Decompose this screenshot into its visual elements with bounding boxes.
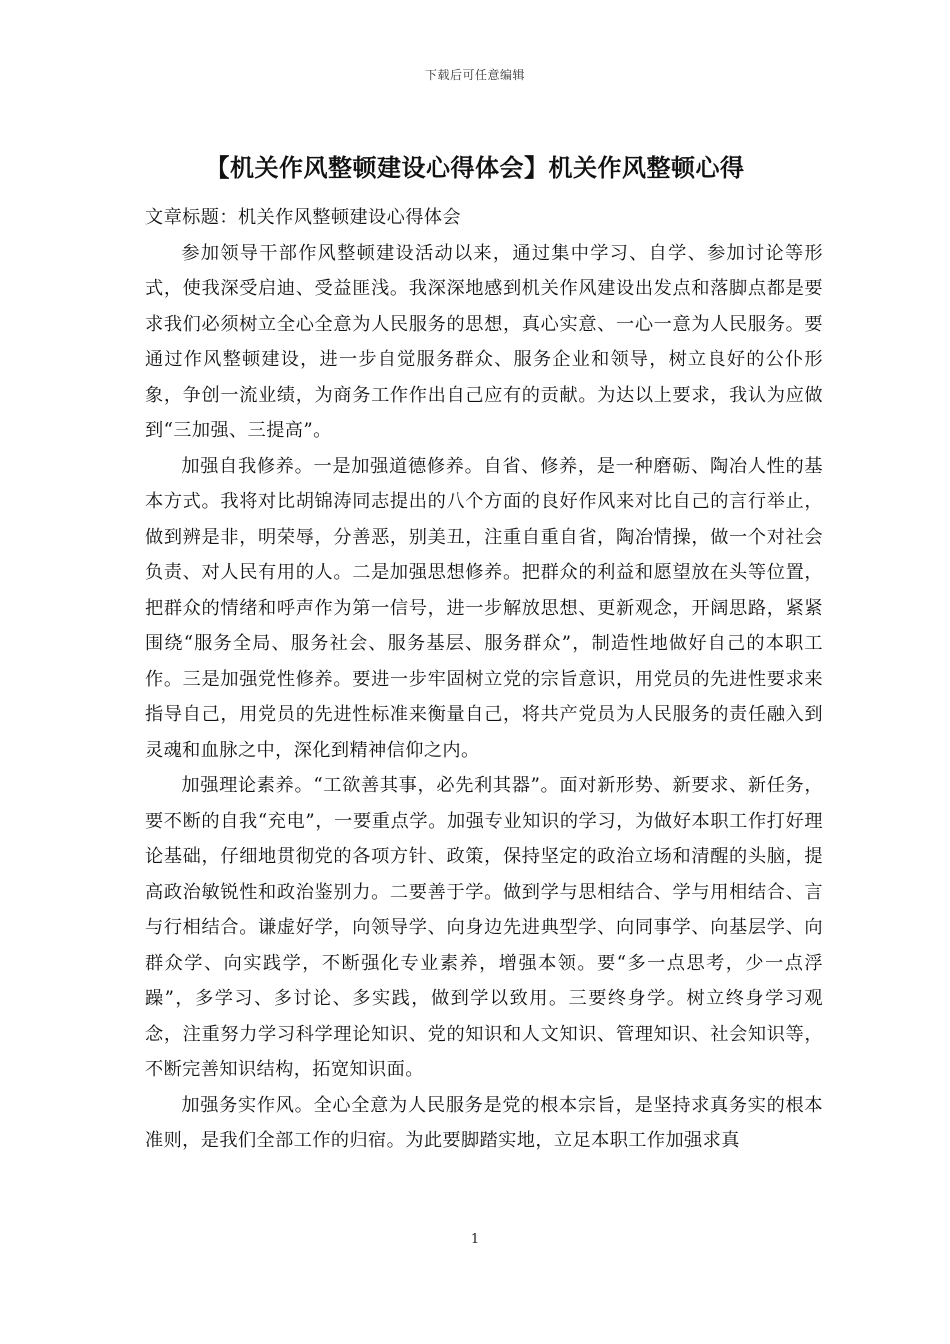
article-subtitle: 文章标题：机关作风整顿建设心得体会 bbox=[145, 207, 461, 228]
paragraph-intro: 参加领导干部作风整顿建设活动以来，通过集中学习、自学、参加讨论等形式，使我深受启迪、受益匪浅。我深深地感到机关作风建设出发点和落脚点都是要求我们必须树立全心全意为人民服务的思想，真心实意、一心一意为人民服务。要通过作风整顿建设，进一步自觉服务群众、服务企业和领导，树立良好的公仆形象，争创一流业绩，为商务工作作出自己应有的贡献。为达以上要求，我认为应做到“三加强、三提高”。 bbox=[145, 242, 823, 441]
document-title: 【机关作风整顿建设心得体会】机关作风整顿心得 bbox=[205, 153, 745, 182]
paragraph-self-cultivation: 加强自我修养。一是加强道德修养。自省、修养，是一种磨砺、陶冶人性的基本方式。我将对比胡锦涛同志提出的八个方面的良好作风来对比自己的言行举止，做到辨是非，明荣辱，分善恶，别美丑，注重自重自省，陶冶情操，做一个对社会负责、对人民有用的人。二是加强思想修养。把群众的利益和愿望放在头等位置，把群众的情绪和呼声作为第一信号，进一步解放思想、更新观念，开阔思路，紧紧围绕“服务全局、服务社会、服务基层、服务群众”，制造性地做好自己的本职工作。三是加强党性修养。要进一步牢固树立党的宗旨意识，用党员的先进性要求来指导自己，用党员的先进性标准来衡量自己，将共产党员为人民服务的责任融入到灵魂和血脉之中，深化到精神信仰之内。 bbox=[145, 455, 823, 761]
paragraph-practical-style: 加强务实作风。全心全意为人民服务是党的根本宗旨，是坚持求真务实的根本准则，是我们全部工作的归宿。为此要脚踏实地，立足本职工作加强求真 bbox=[145, 1094, 823, 1151]
page-number: 1 bbox=[470, 1232, 480, 1247]
header-note: 下载后可任意编辑 bbox=[424, 68, 525, 82]
document-body bbox=[145, 200, 823, 1159]
paragraph-theory: 加强理论素养。“工欲善其事，必先利其器”。面对新形势、新要求、新任务，要不断的自我“充电”，一要重点学。加强专业知识的学习，为做好本职工作打好理论基础，仔细地贯彻党的各项方针、政策，保持坚定的政治立场和清醒的头脑，提高政治敏锐性和政治鉴别力。二要善于学。做到学与思相结合、学与用相结合、言与行相结合。谦虚好学，向领导学、向身边先进典型学、向同事学、向基层学、向群众学、向实践学，不断强化专业素养，增强本领。要“多一点思考，少一点浮躁”，多学习、多讨论、多实践，做到学以致用。三要终身学。树立终身学习观念，注重努力学习科学理论知识、党的知识和人文知识、管理知识、社会知识等，不断完善知识结构，拓宽知识面。 bbox=[145, 775, 823, 1080]
